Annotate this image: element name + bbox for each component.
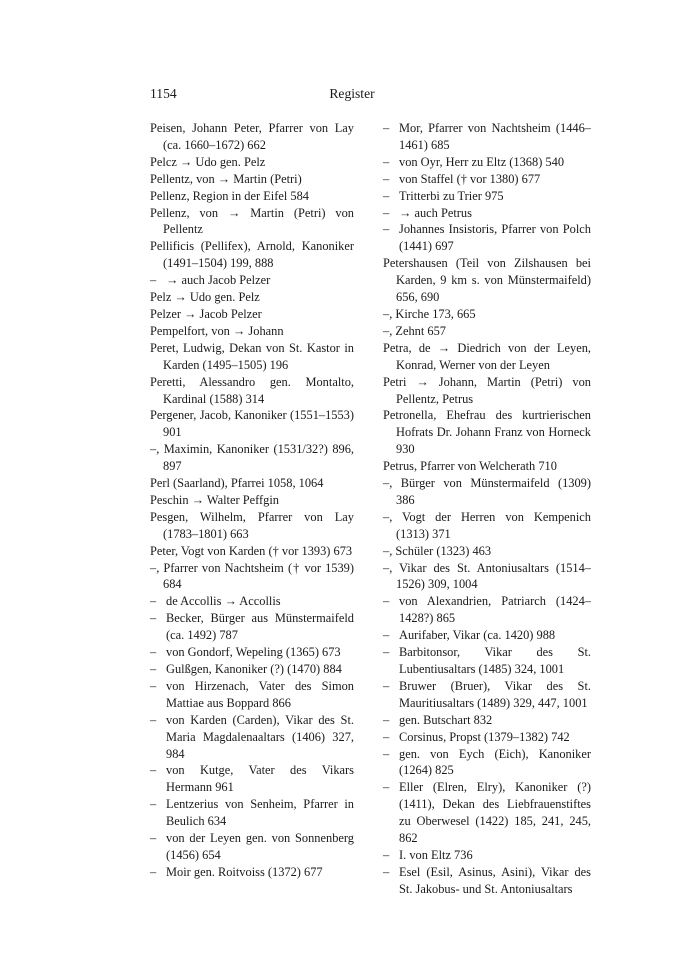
index-entry-text: Barbitonsor, Vikar des St. Lubentiusaltars (1485) 324, 1001 — [399, 645, 591, 676]
subentry-dash: – — [150, 797, 157, 812]
index-entry — [150, 374, 354, 408]
index-entry-text: –, Vogt der Herren von Kempenich (1313) 371 — [383, 509, 591, 541]
index-entry — [383, 729, 591, 746]
index-entry — [150, 120, 354, 154]
index-entry — [150, 830, 354, 864]
index-entry-text: –, Maximin, Kanoniker (1531/32?) 896, 897 — [150, 442, 354, 474]
index-entry — [150, 171, 354, 188]
index-entry — [383, 407, 591, 458]
subentry-dash: – — [150, 712, 157, 727]
index-entry-text: von Kutge, Vater des Vikars Hermann 961 — [166, 763, 354, 795]
index-entry-text: Mor, Pfarrer von Nachtsheim (1446–1461) 685 — [399, 121, 591, 152]
index-entry — [383, 120, 591, 154]
subentry-dash: – — [383, 729, 390, 744]
index-entry — [150, 593, 354, 610]
index-entry — [383, 205, 591, 222]
index-entry — [383, 627, 591, 644]
index-entry — [150, 475, 354, 492]
index-entry — [383, 374, 591, 408]
index-entry-text: Eller (Elren, Elry), Kanoniker (?) (1411), Dekan des Liebfrauenstiftes zu Oberwesel (1422) 185, 241, 245, 862 — [399, 780, 591, 846]
index-entry-text: Perl (Saarland), Pfarrei 1058, 1064 — [150, 476, 324, 491]
index-entry — [150, 188, 354, 205]
subentry-dash: – — [383, 154, 390, 169]
subentry-dash: – — [383, 780, 390, 795]
index-entry — [150, 644, 354, 661]
subentry-dash: – — [383, 712, 390, 727]
index-entry-text: Pelz → Udo gen. Pelz — [150, 290, 260, 305]
subentry-dash: – — [150, 678, 157, 693]
index-entry — [383, 509, 591, 543]
index-entry — [383, 154, 591, 171]
index-entry-text: Pellenz, von → Martin (Petri) von Pellentz — [150, 205, 354, 237]
index-entry-text: Petronella, Ehefrau des kurtrierischen Hofrats Dr. Johann Franz von Horneck 930 — [383, 408, 591, 457]
index-entry — [150, 289, 354, 306]
index-entry — [383, 678, 591, 712]
subentry-dash: – — [383, 121, 390, 135]
index-entry — [383, 221, 591, 255]
subentry-dash: – — [383, 628, 390, 643]
index-entry — [150, 661, 354, 678]
index-entry — [383, 171, 591, 188]
index-entry — [150, 306, 354, 323]
index-entry — [150, 543, 354, 560]
subentry-dash: – — [383, 864, 390, 879]
subentry-dash: – — [383, 171, 390, 186]
index-entry-text: Esel (Esil, Asinus, Asini), Vikar des St. Jakobus- und St. Antoniusaltars — [399, 864, 591, 896]
index-entry-text: von der Leyen gen. von Sonnenberg (1456) 654 — [166, 831, 354, 862]
index-entry — [383, 847, 591, 864]
index-entry — [383, 746, 591, 780]
index-entry-text: Pellentz, von → Martin (Petri) — [150, 171, 302, 186]
index-entry-text: von Alexandrien, Patriarch (1424–1428?) 865 — [399, 594, 591, 626]
index-entry — [383, 543, 591, 560]
index-entry — [150, 492, 354, 509]
subentry-dash: – — [150, 594, 157, 609]
index-entry-text: Pelcz → Udo gen. Pelz — [150, 154, 266, 169]
subentry-dash: – — [383, 188, 390, 203]
index-entry — [150, 272, 354, 289]
index-entry — [383, 560, 591, 594]
index-entry — [150, 678, 354, 712]
index-entry — [150, 441, 354, 475]
index-entry-text: Tritterbi zu Trier 975 — [399, 188, 504, 203]
subentry-dash: – — [150, 831, 157, 846]
index-entry-text: von Oyr, Herr zu Eltz (1368) 540 — [399, 154, 565, 169]
subentry-dash: – — [383, 847, 390, 862]
index-entry-text: gen. Butschart 832 — [399, 712, 493, 727]
page-header — [150, 86, 554, 106]
index-entry-text: Pellenz, Region in der Eifel 584 — [150, 188, 309, 203]
index-entry-text: –, Zehnt 657 — [383, 323, 446, 338]
subentry-dash: – — [383, 678, 390, 693]
index-entry-text: Peretti, Alessandro gen. Montalto, Kardinal (1588) 314 — [150, 374, 354, 406]
index-entry-text: –, Pfarrer von Nachtsheim († vor 1539) 684 — [150, 560, 354, 592]
index-entry — [150, 864, 354, 881]
index-entry-text: Bruwer (Bruer), Vikar des St. Mauritiusaltars (1489) 329, 447, 1001 — [399, 678, 591, 710]
index-entry — [150, 238, 354, 272]
index-entry-text: de Accollis → Accollis — [166, 594, 281, 609]
index-entry-text: Peret, Ludwig, Dekan von St. Kastor in Karden (1495–1505) 196 — [150, 340, 354, 372]
index-entry-text: Pelzer → Jacob Pelzer — [150, 306, 262, 321]
running-title: Register — [329, 86, 375, 101]
index-entry-text: –, Bürger von Münstermaifeld (1309) 386 — [383, 476, 591, 507]
index-entry — [383, 458, 591, 475]
index-entry — [150, 407, 354, 441]
index-entry — [383, 644, 591, 678]
index-entry-text: Petrus, Pfarrer von Welcherath 710 — [383, 459, 557, 474]
index-entry-text: → auch Petrus — [399, 205, 472, 220]
index-entry-text: → auch Jacob Pelzer — [166, 273, 271, 288]
subentry-dash: – — [150, 273, 157, 288]
index-column-right — [383, 120, 591, 898]
index-entry-text: von Gondorf, Wepeling (1365) 673 — [166, 645, 341, 660]
index-entry-text: Gulßgen, Kanoniker (?) (1470) 884 — [166, 662, 342, 676]
index-entry-text: –, Vikar des St. Antoniusaltars (1514–1526) 309, 1004 — [383, 560, 591, 592]
index-entry-text: Aurifaber, Vikar (ca. 1420) 988 — [399, 628, 556, 643]
subentry-dash: – — [150, 662, 157, 676]
index-entry-text: gen. von Eych (Eich), Kanoniker (1264) 825 — [399, 746, 591, 778]
index-entry-text: Peisen, Johann Peter, Pfarrer von Lay (ca. 1660–1672) 662 — [150, 121, 354, 152]
index-entry-text: Moir gen. Roitvoiss (1372) 677 — [166, 864, 323, 879]
index-entry — [383, 188, 591, 205]
index-entry — [383, 306, 591, 323]
index-entry-text: Peter, Vogt von Karden († vor 1393) 673 — [150, 543, 353, 558]
index-entry-text: Corsinus, Propst (1379–1382) 742 — [399, 729, 570, 744]
index-entry-text: Petershausen (Teil von Zilshausen bei Karden, 9 km s. von Münstermaifeld) 656, 690 — [383, 256, 591, 305]
index-entry — [150, 560, 354, 594]
index-entry-text: I. von Eltz 736 — [399, 847, 473, 862]
index-entry-text: Petra, de → Diedrich von der Leyen, Konrad, Werner von der Leyen — [383, 340, 591, 372]
index-entry-text: von Staffel († vor 1380) 677 — [399, 171, 541, 186]
index-entry — [150, 712, 354, 763]
subentry-dash: – — [383, 645, 390, 660]
index-entry-text: von Hirzenach, Vater des Simon Mattiae aus Boppard 866 — [166, 678, 354, 710]
index-entry-text: Pesgen, Wilhelm, Pfarrer von Lay (1783–1801) 663 — [150, 509, 354, 541]
index-entry-text: Pergener, Jacob, Kanoniker (1551–1553) 901 — [150, 408, 354, 440]
subentry-dash: – — [150, 611, 157, 626]
index-entry-text: Lentzerius von Senheim, Pfarrer in Beulich 634 — [166, 797, 354, 829]
index-entry — [383, 475, 591, 509]
subentry-dash: – — [150, 864, 157, 879]
subentry-dash: – — [150, 763, 157, 778]
index-entry — [150, 154, 354, 171]
index-entry-text: Becker, Bürger aus Münstermaifeld (ca. 1492) 787 — [166, 611, 354, 643]
index-entry-text: Peschin → Walter Peffgin — [150, 492, 279, 507]
subentry-dash: – — [383, 205, 390, 220]
index-entry-text: Petri → Johann, Martin (Petri) von Pellentz, Petrus — [383, 374, 591, 406]
index-entry — [150, 509, 354, 543]
subentry-dash: – — [150, 645, 157, 660]
index-entry — [150, 323, 354, 340]
index-entry — [150, 340, 354, 374]
index-entry — [383, 323, 591, 340]
index-entry-text: –, Kirche 173, 665 — [383, 306, 476, 321]
index-entry — [150, 796, 354, 830]
index-entry — [150, 610, 354, 644]
index-entry — [150, 762, 354, 796]
index-entry — [383, 593, 591, 627]
index-entry — [383, 255, 591, 306]
index-entry-text: –, Schüler (1323) 463 — [383, 543, 492, 558]
index-entry — [383, 779, 591, 847]
index-entry-text: Pellificis (Pellifex), Arnold, Kanoniker (1491–1504) 199, 888 — [150, 239, 354, 271]
index-entry-text: von Karden (Carden), Vikar des St. Maria Magdalenaaltars (1406) 327, 984 — [166, 712, 354, 761]
index-entry — [383, 340, 591, 374]
index-entry-text: Johannes Insistoris, Pfarrer von Polch (1441) 697 — [399, 222, 591, 254]
subentry-dash: – — [383, 222, 390, 237]
index-entry — [383, 864, 591, 898]
index-entry-text: Pempelfort, von → Johann — [150, 323, 284, 338]
index-entry — [383, 712, 591, 729]
page-number: 1154 — [150, 86, 177, 101]
index-entry — [150, 205, 354, 239]
index-column-left — [150, 120, 354, 881]
subentry-dash: – — [383, 594, 390, 609]
subentry-dash: – — [383, 746, 390, 761]
